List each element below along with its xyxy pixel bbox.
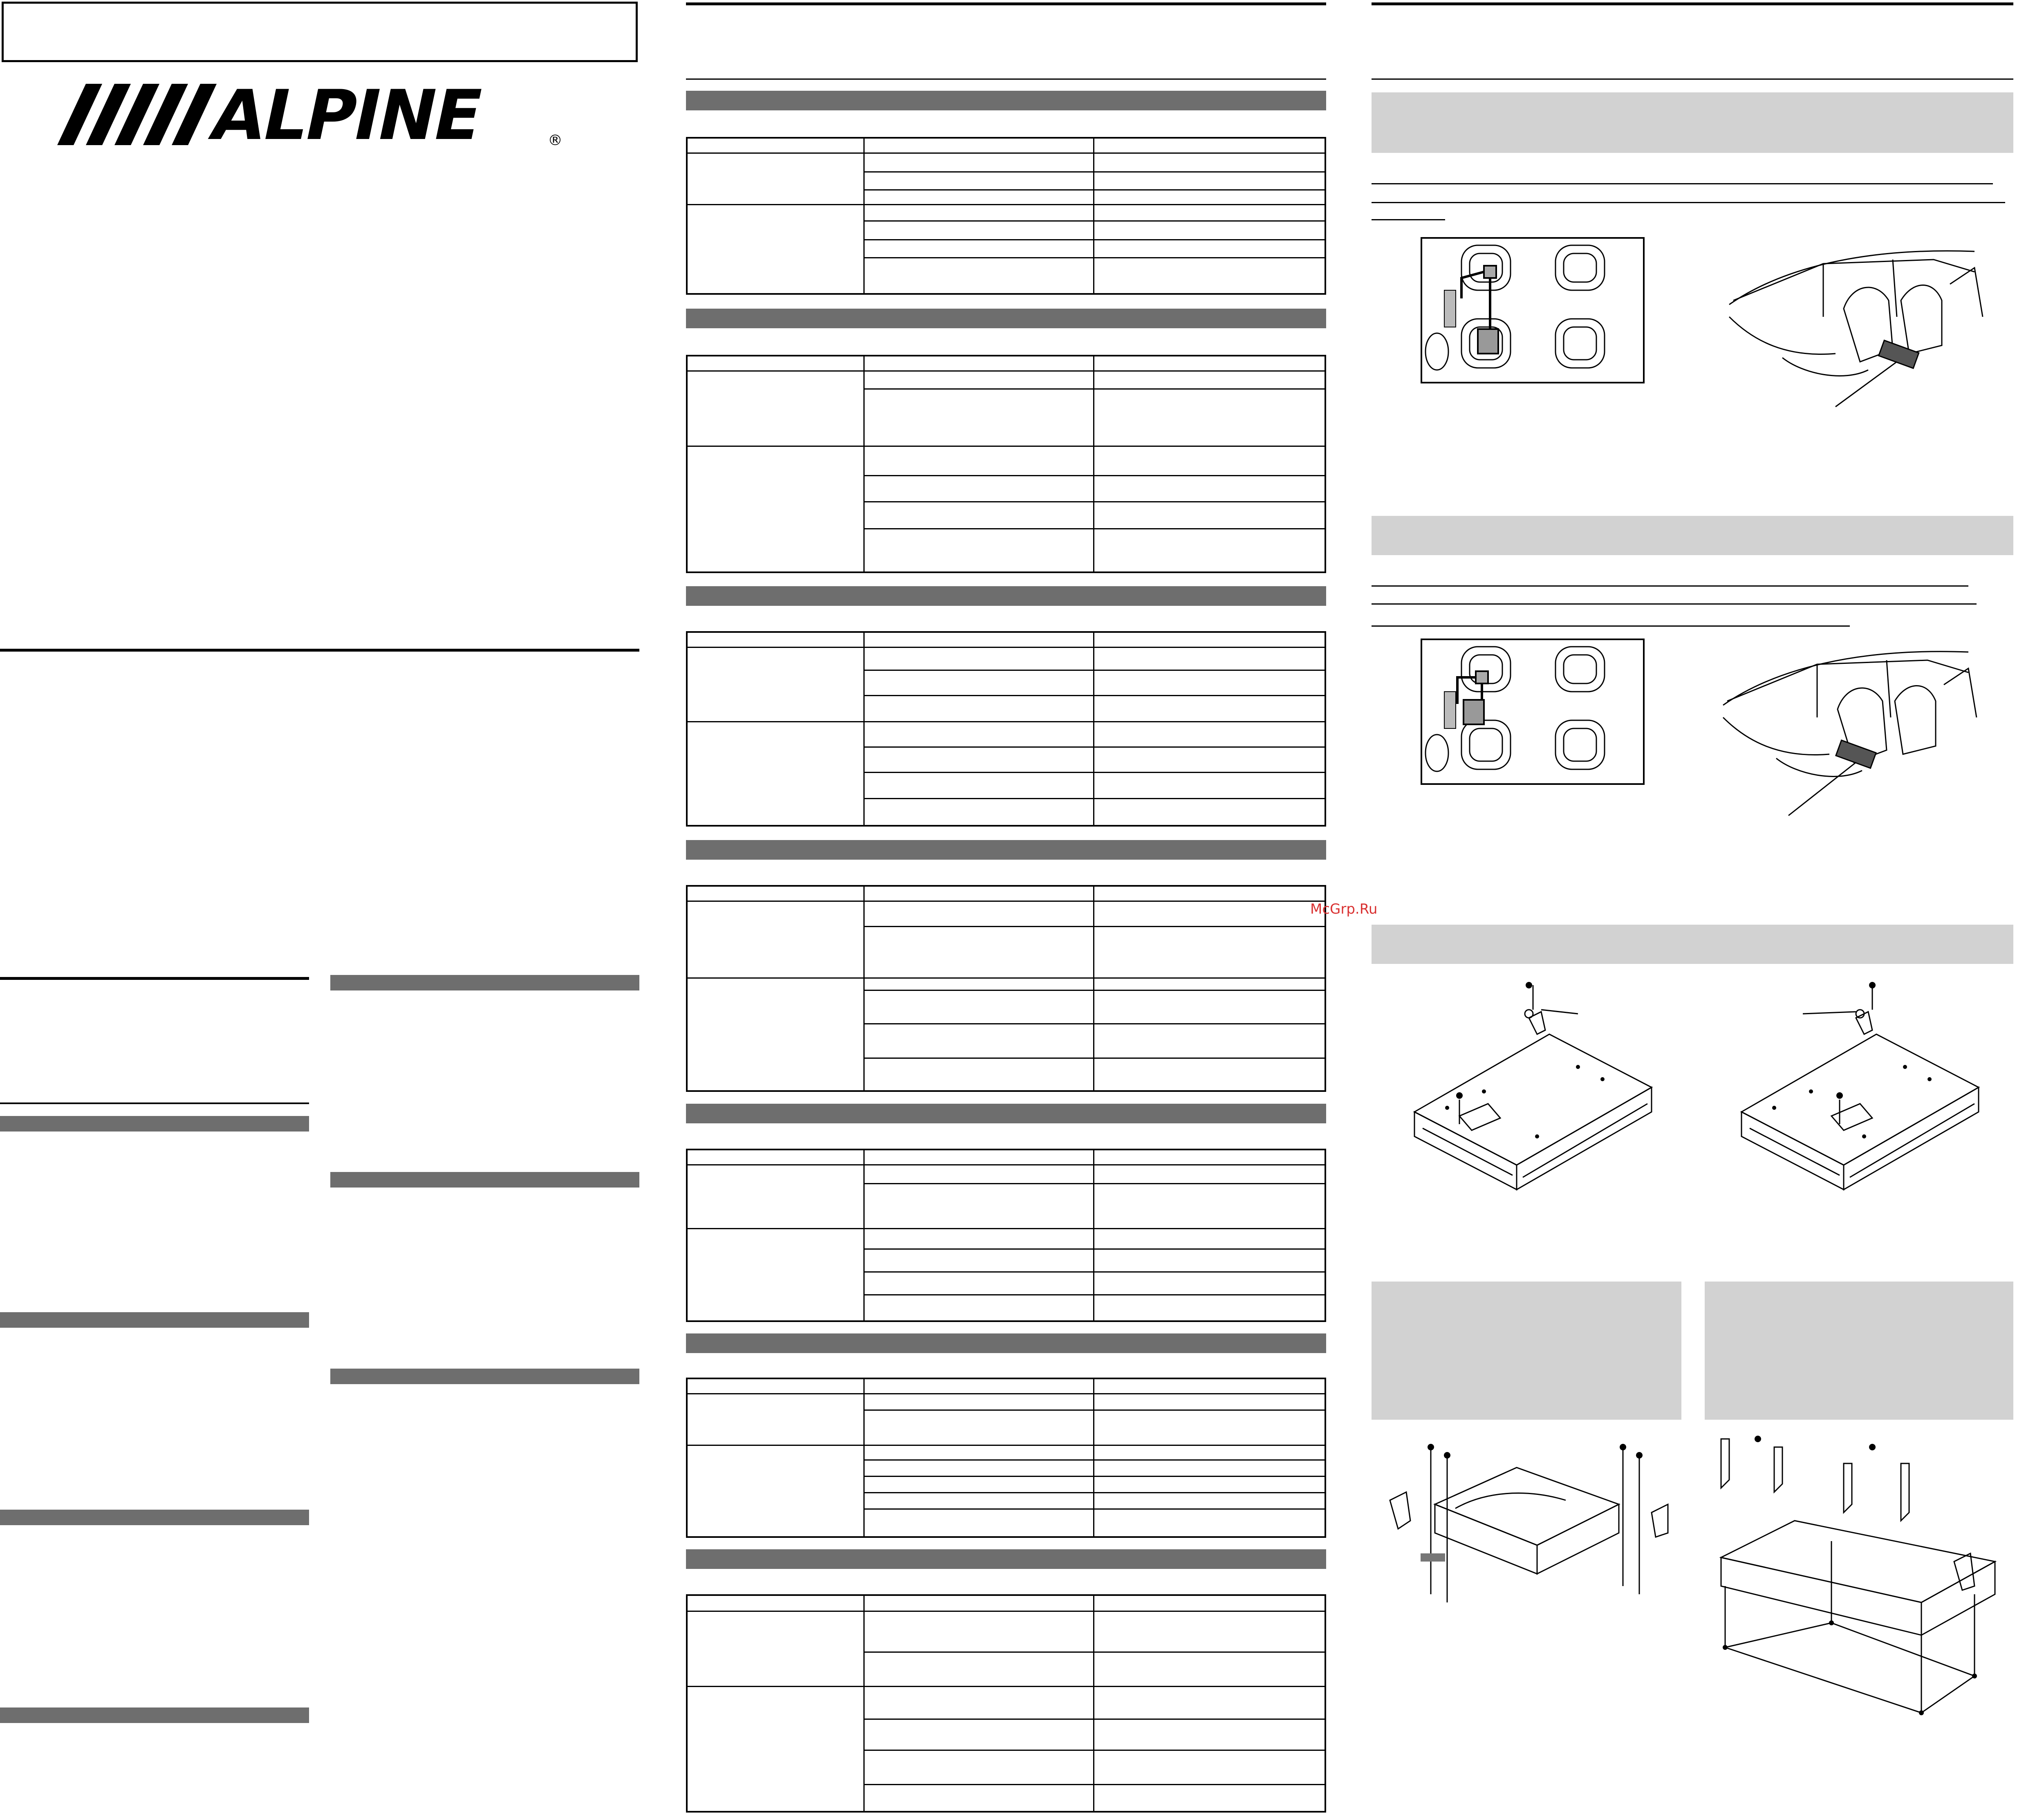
note-box [1372,1282,1681,1420]
section-bar [0,1312,309,1328]
section-bar [0,1707,309,1723]
caution-box [1372,925,2013,964]
spec-table [686,1149,1326,1322]
unit-bracket-diagram-right [1709,1431,2003,1815]
brand-logo [57,75,580,155]
section-bar [686,1333,1326,1353]
section-bar [686,91,1326,110]
spec-table [686,1378,1326,1538]
column2-second-rule [686,78,1326,80]
underline [1372,625,1850,627]
spec-table [686,631,1326,827]
seat-layout-diagram-1 [1421,237,1645,384]
seat-layout-diagram-2 [1421,639,1645,786]
watermark-text: McGrp.Ru [1310,901,1378,917]
section-bar [0,1510,309,1525]
column1-subrule-left [0,977,309,980]
section-bar [686,1104,1326,1123]
column2-top-rule [686,2,1326,5]
section-bar [686,586,1326,606]
vehicle-interior-diagram-1 [1721,235,1991,423]
registered-mark: ® [548,132,563,149]
section-bar [330,1172,639,1188]
column3-top-rule [1372,2,2013,5]
caution-box [1372,516,2013,555]
underline [1372,585,1968,587]
underline [1372,183,1993,184]
section-bar [0,1116,309,1132]
column1-rule [0,649,639,652]
bracket-mounting-diagram-left [1406,973,1660,1226]
spec-table [686,355,1326,573]
section-bar [330,975,639,990]
spec-table [686,1594,1326,1813]
section-bar [686,1549,1326,1569]
section-bar [686,840,1326,860]
vehicle-interior-diagram-2 [1715,636,1985,824]
spec-table [686,885,1326,1092]
section-bar [330,1369,639,1384]
note-box [1705,1282,2013,1420]
caution-box [1372,92,2013,153]
underline [1372,603,1977,605]
header-box [2,2,638,62]
bracket-mounting-diagram-right [1733,973,1987,1226]
brand-wordmark: ALPINE [204,75,489,155]
unit-bracket-diagram-left [1382,1431,1676,1627]
column3-second-rule [1372,78,2013,80]
spec-table [686,137,1326,295]
underline [1372,202,2005,203]
section-bar [686,309,1326,328]
underline [1372,219,1445,220]
column1-subrule-left-2 [0,1102,309,1104]
